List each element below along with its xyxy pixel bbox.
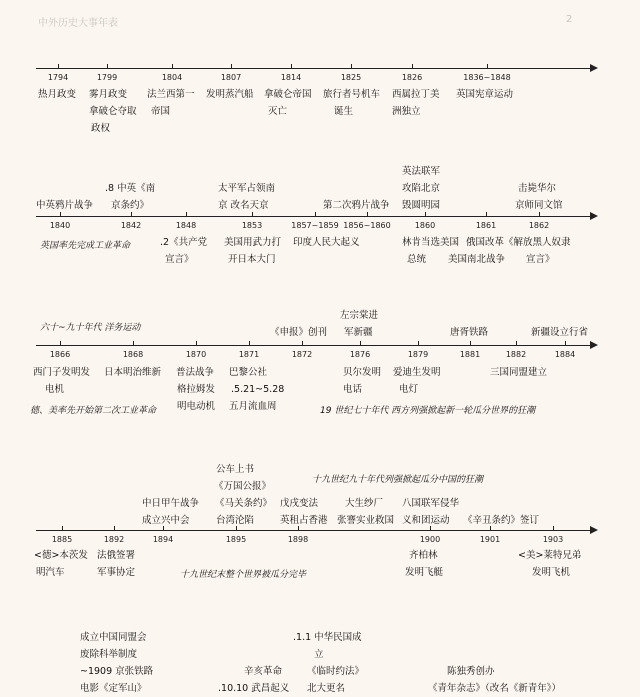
tick bbox=[553, 526, 554, 531]
event-label: 《马关条约》 bbox=[215, 498, 273, 509]
event-label: 俄国改革《解放黑人奴隶 bbox=[466, 237, 571, 248]
event-label: 军事协定 bbox=[97, 567, 136, 578]
year-label: 1900 bbox=[419, 535, 441, 544]
event-label: 立 bbox=[314, 649, 324, 660]
timeline-axis bbox=[36, 345, 592, 346]
tick bbox=[360, 341, 361, 346]
event-label: .5.21~5.28 bbox=[231, 384, 285, 395]
year-label: 1856~1860 bbox=[343, 221, 391, 230]
event-label: 电灯 bbox=[399, 384, 419, 395]
page-number: 2 bbox=[566, 14, 573, 25]
tick bbox=[58, 64, 59, 69]
event-label: 毁圆明园 bbox=[402, 200, 441, 211]
era-note: 六十~九十年代 洋务运动 bbox=[40, 323, 141, 333]
event-label: 京条约》 bbox=[111, 200, 150, 211]
event-label: 拿破仑夺取 bbox=[89, 106, 137, 117]
tick bbox=[565, 341, 566, 346]
year-label: 1853 bbox=[241, 221, 263, 230]
year-label: 1894 bbox=[152, 535, 174, 544]
event-label: 日本明治维新 bbox=[104, 367, 162, 378]
event-label: 电话 bbox=[343, 384, 363, 395]
tick bbox=[418, 341, 419, 346]
event-label: 西属拉丁美 bbox=[392, 89, 440, 100]
tick bbox=[249, 341, 250, 346]
event-label: 热月政变 bbox=[38, 89, 77, 100]
event-label: 巴黎公社 bbox=[229, 367, 268, 378]
year-label: 1825 bbox=[340, 73, 362, 82]
tick bbox=[133, 341, 134, 346]
event-label: 台湾沦陷 bbox=[216, 515, 255, 526]
event-label: 帝国 bbox=[151, 106, 171, 117]
year-label: 1860 bbox=[414, 221, 436, 230]
timeline-axis bbox=[36, 530, 592, 531]
event-label: 政权 bbox=[91, 123, 111, 134]
event-label: .1.1 中华民国成 bbox=[293, 632, 362, 643]
year-label: 1871 bbox=[238, 350, 260, 359]
event-label: 美国用武力打 bbox=[224, 237, 282, 248]
event-label: 拿破仑帝国 bbox=[264, 89, 312, 100]
year-label: 1870 bbox=[185, 350, 207, 359]
year-label: 1901 bbox=[479, 535, 501, 544]
year-label: 1826 bbox=[401, 73, 423, 82]
year-label: 1892 bbox=[103, 535, 125, 544]
tick bbox=[487, 64, 488, 69]
year-label: 1895 bbox=[225, 535, 247, 544]
event-label: 京 改名天京 bbox=[218, 200, 269, 211]
event-label: 太平军占领南 bbox=[218, 183, 276, 194]
event-label: 诞生 bbox=[334, 106, 354, 117]
tick bbox=[470, 341, 471, 346]
event-label: 林肯当选美国 bbox=[402, 237, 460, 248]
event-label: 灭亡 bbox=[268, 106, 288, 117]
tick bbox=[315, 212, 316, 217]
event-label: 发明飞机 bbox=[532, 567, 571, 578]
year-label: 1804 bbox=[161, 73, 183, 82]
tick bbox=[231, 64, 232, 69]
tick bbox=[516, 341, 517, 346]
event-label: 《万国公报》 bbox=[214, 481, 272, 492]
era-note: 十九世纪末整个世界被瓜分完毕 bbox=[180, 570, 307, 580]
year-label: 1898 bbox=[287, 535, 309, 544]
year-label: 1848 bbox=[175, 221, 197, 230]
year-label: 1882 bbox=[505, 350, 527, 359]
event-label: 公车上书 bbox=[216, 464, 255, 475]
event-label: <美>莱特兄弟 bbox=[518, 550, 582, 561]
year-label: 1868 bbox=[122, 350, 144, 359]
year-label: 1794 bbox=[47, 73, 69, 82]
event-label: 《申报》创刊 bbox=[270, 327, 328, 338]
year-label: 1872 bbox=[291, 350, 313, 359]
year-label: 1857~1859 bbox=[291, 221, 339, 230]
event-label: 法俄签署 bbox=[97, 550, 136, 561]
event-label: 新疆设立行省 bbox=[531, 327, 589, 338]
tick bbox=[486, 212, 487, 217]
event-label: 唐胥铁路 bbox=[450, 327, 489, 338]
event-label: .10.10 武昌起义 bbox=[218, 683, 290, 694]
tick bbox=[60, 341, 61, 346]
event-label: 三国同盟建立 bbox=[490, 367, 548, 378]
tick bbox=[114, 526, 115, 531]
year-label: 1862 bbox=[528, 221, 550, 230]
tick bbox=[186, 212, 187, 217]
event-label: 明电动机 bbox=[177, 401, 216, 412]
year-label: 1881 bbox=[459, 350, 481, 359]
year-label: 1866 bbox=[49, 350, 71, 359]
event-label: 发明蒸汽船 bbox=[206, 89, 254, 100]
event-label: 电影《定军山》 bbox=[80, 683, 147, 694]
event-label: 成立兴中会 bbox=[142, 515, 190, 526]
event-label: 美国南北战争 bbox=[448, 254, 506, 265]
year-label: 1842 bbox=[120, 221, 142, 230]
tick bbox=[291, 64, 292, 69]
event-label: 成立中国同盟会 bbox=[80, 632, 147, 643]
year-label: 1885 bbox=[51, 535, 73, 544]
event-label: 洲独立 bbox=[392, 106, 421, 117]
event-label: 英法联军 bbox=[402, 166, 441, 177]
event-label: 五月流血周 bbox=[229, 401, 277, 412]
year-label: 1861 bbox=[475, 221, 497, 230]
event-label: 陈独秀创办 bbox=[447, 666, 495, 677]
timeline-axis bbox=[36, 68, 592, 69]
arrow-right-icon bbox=[590, 212, 598, 220]
event-label: 《临时约法》 bbox=[307, 666, 365, 677]
event-label: 大生纱厂 bbox=[345, 498, 384, 509]
event-label: .8 中英《南 bbox=[105, 183, 156, 194]
event-label: 戊戌变法 bbox=[280, 498, 319, 509]
tick bbox=[412, 64, 413, 69]
event-label: 八国联军侵华 bbox=[402, 498, 460, 509]
year-label: 1807 bbox=[220, 73, 242, 82]
arrow-right-icon bbox=[590, 526, 598, 534]
event-label: 义和团运动 bbox=[402, 515, 450, 526]
event-label: 格拉姆发 bbox=[177, 384, 216, 395]
event-label: 开日本大门 bbox=[228, 254, 276, 265]
year-label: 1814 bbox=[280, 73, 302, 82]
tick bbox=[62, 526, 63, 531]
year-label: 1879 bbox=[407, 350, 429, 359]
event-label: 京师同文馆 bbox=[515, 200, 563, 211]
event-label: 第二次鸦片战争 bbox=[323, 200, 390, 211]
event-label: 明汽车 bbox=[36, 567, 65, 578]
event-label: 齐柏林 bbox=[409, 550, 438, 561]
event-label: 废除科举制度 bbox=[80, 649, 138, 660]
tick bbox=[351, 64, 352, 69]
event-label: 贝尔发明 bbox=[343, 367, 382, 378]
event-label: 宣言》 bbox=[526, 254, 555, 265]
era-note: 十九世纪九十年代列强掀起瓜分中国的狂潮 bbox=[312, 475, 484, 485]
arrow-right-icon bbox=[590, 64, 598, 72]
event-label: .2《共产党 bbox=[160, 237, 208, 248]
page-title: 中外历史大事年表 bbox=[38, 18, 118, 29]
event-label: 英国宪章运动 bbox=[456, 89, 514, 100]
event-label: 旅行者号机车 bbox=[323, 89, 381, 100]
event-label: 英租占香港 bbox=[280, 515, 328, 526]
event-label: 法兰西第一 bbox=[147, 89, 195, 100]
tick bbox=[430, 526, 431, 531]
event-label: 《辛丑条约》签订 bbox=[463, 515, 540, 526]
event-label: 攻陷北京 bbox=[402, 183, 441, 194]
era-note: 19 世纪七十年代 西方列强掀起新一轮瓜分世界的狂潮 bbox=[320, 406, 536, 416]
event-label: 辛亥革命 bbox=[244, 666, 283, 677]
event-label: 西门子发明发 bbox=[33, 367, 91, 378]
tick bbox=[196, 341, 197, 346]
tick bbox=[302, 341, 303, 346]
tick bbox=[236, 526, 237, 531]
year-label: 1840 bbox=[49, 221, 71, 230]
event-label: 爱迪生发明 bbox=[393, 367, 441, 378]
event-label: 雾月政变 bbox=[89, 89, 128, 100]
timeline-axis bbox=[36, 216, 592, 217]
tick bbox=[163, 526, 164, 531]
event-label: 击毙华尔 bbox=[518, 183, 557, 194]
year-label: 1884 bbox=[554, 350, 576, 359]
era-note: 德、美率先开始第二次工业革命 bbox=[30, 406, 157, 416]
event-label: 印度人民大起义 bbox=[293, 237, 360, 248]
year-label: 1903 bbox=[542, 535, 564, 544]
arrow-right-icon bbox=[590, 341, 598, 349]
event-label: 宣言》 bbox=[165, 254, 194, 265]
event-label: 普法战争 bbox=[176, 367, 215, 378]
tick bbox=[107, 64, 108, 69]
year-label: 1799 bbox=[96, 73, 118, 82]
event-label: 北大更名 bbox=[307, 683, 346, 694]
year-label: 1836~1848 bbox=[463, 73, 511, 82]
event-label: 军新疆 bbox=[344, 327, 373, 338]
year-label: 1876 bbox=[349, 350, 371, 359]
tick bbox=[298, 526, 299, 531]
event-label: 中英鸦片战争 bbox=[36, 200, 94, 211]
event-label: 电机 bbox=[45, 384, 65, 395]
tick bbox=[172, 64, 173, 69]
event-label: 中日甲午战争 bbox=[142, 498, 200, 509]
era-note: 英国率先完成工业革命 bbox=[40, 241, 131, 251]
event-label: 《青年杂志》（改名《新青年》） bbox=[428, 683, 562, 694]
tick bbox=[490, 526, 491, 531]
event-label: 左宗棠进 bbox=[340, 310, 379, 321]
event-label: 张謇实业救国 bbox=[337, 515, 395, 526]
event-label: ~1909 京张铁路 bbox=[80, 666, 154, 677]
event-label: 发明飞艇 bbox=[405, 567, 444, 578]
event-label: 总统 bbox=[407, 254, 427, 265]
event-label: <德>本茨发 bbox=[34, 550, 88, 561]
